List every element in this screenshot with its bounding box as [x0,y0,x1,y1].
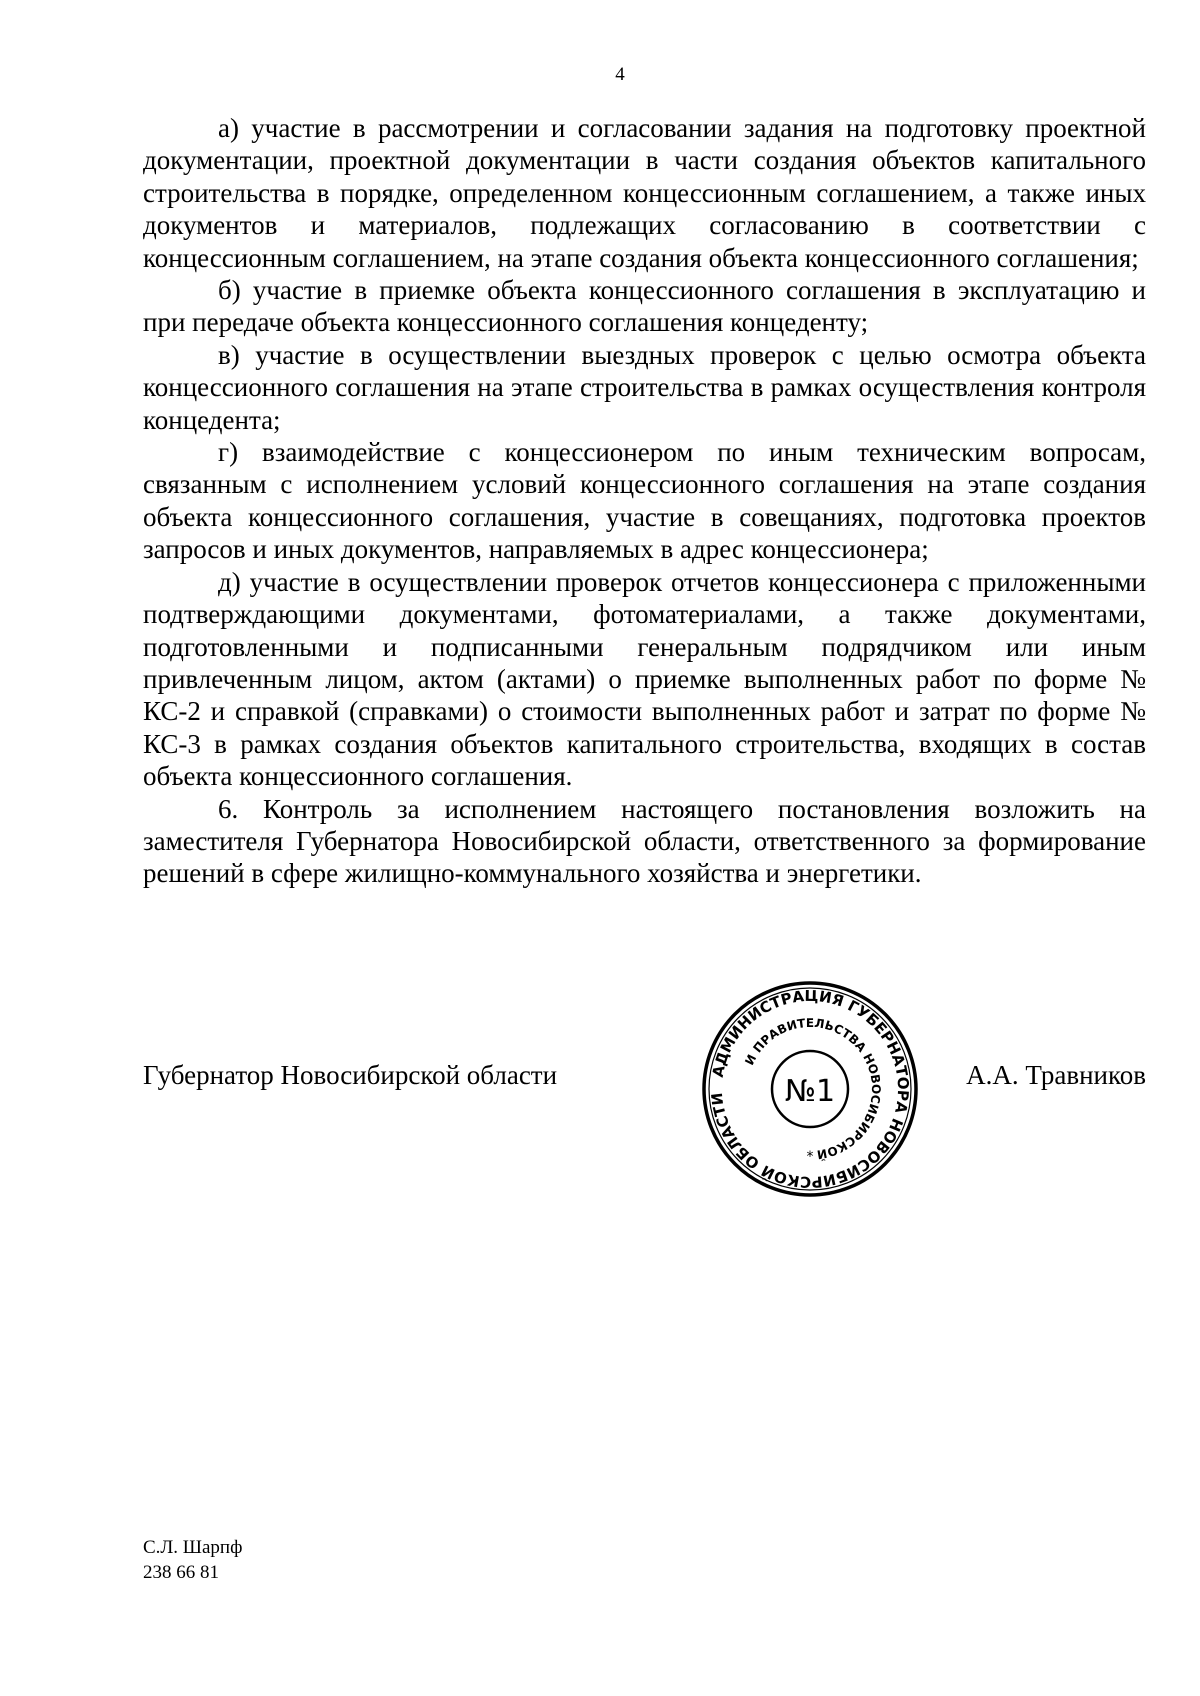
paragraph-g: г) взаимодействие с концессионером по иным техническим вопросам, связанным с исполнением условий концессионного соглашения на этапе создания объекта концессионного соглашения, участие в совещаниях, подготовка проектов запросов и иных документов, направляемых в адрес концессионера; [143,437,1146,565]
paragraph-d: д) участие в осуществлении проверок отчетов концессионера с приложенными подтверждающими документами, фотоматериалами, а также документами, подготовленными и подписанными генеральным подрядчиком или иным привлеченным лицом, актом (актами) о приемке выполненных работ по форме № КС-2 и справкой (справками) о стоимости выполненных работ и затрат по форме № КС-3 в рамках создания объектов капитального строительства, входящих в состав объекта концессионного соглашения. [143,566,1146,792]
seal-inner-text: И ПРАВИТЕЛЬСТВА НОВОСИБИРСКОЙ [742,1015,884,1162]
seal-star: * [806,1149,814,1165]
paragraph-a: а) участие в рассмотрении и согласовании задания на подготовку проектной документации, проектной документации в части создания объектов капитального строительства в порядке, определенном концессионным соглашением, а также иных документов и материалов, подлежащих согласованию в соответствии с концессионным соглашением, на этапе создания объекта концессионного соглашения; [143,113,1146,273]
signatory-name: А.А. Травников [966,1060,1146,1090]
signatory-position: Губернатор Новосибирской области [143,1060,558,1090]
executor-name: С.Л. Шарпф [143,1537,243,1558]
executor-phone: 238 66 81 [143,1562,219,1583]
document-body [143,112,1146,890]
executor-info [143,1535,242,1585]
paragraph-b: б) участие в приемке объекта концессионного соглашения в эксплуатацию и при передаче объекта концессионного соглашения концеденту; [143,275,1146,338]
paragraph-6: 6. Контроль за исполнением настоящего постановления возложить на заместителя Губернатора Новосибирской области, ответственного за формирование решений в сфере жилищно-коммунального хозяйства и энергетики. [143,793,1146,889]
page-number: 4 [615,64,625,85]
seal-number: №1 [784,1074,836,1109]
seal-outer-text: АДМИНИСТРАЦИЯ ГУБЕРНАТОРА НОВОСИБИРСКОЙ ОБЛАСТИ [707,986,913,1192]
paragraph-v: в) участие в осуществлении выездных проверок с целью осмотра объекта концессионного соглашения на этапе строительства в рамках осуществления контроля концедента; [143,339,1146,435]
official-seal [700,979,920,1199]
